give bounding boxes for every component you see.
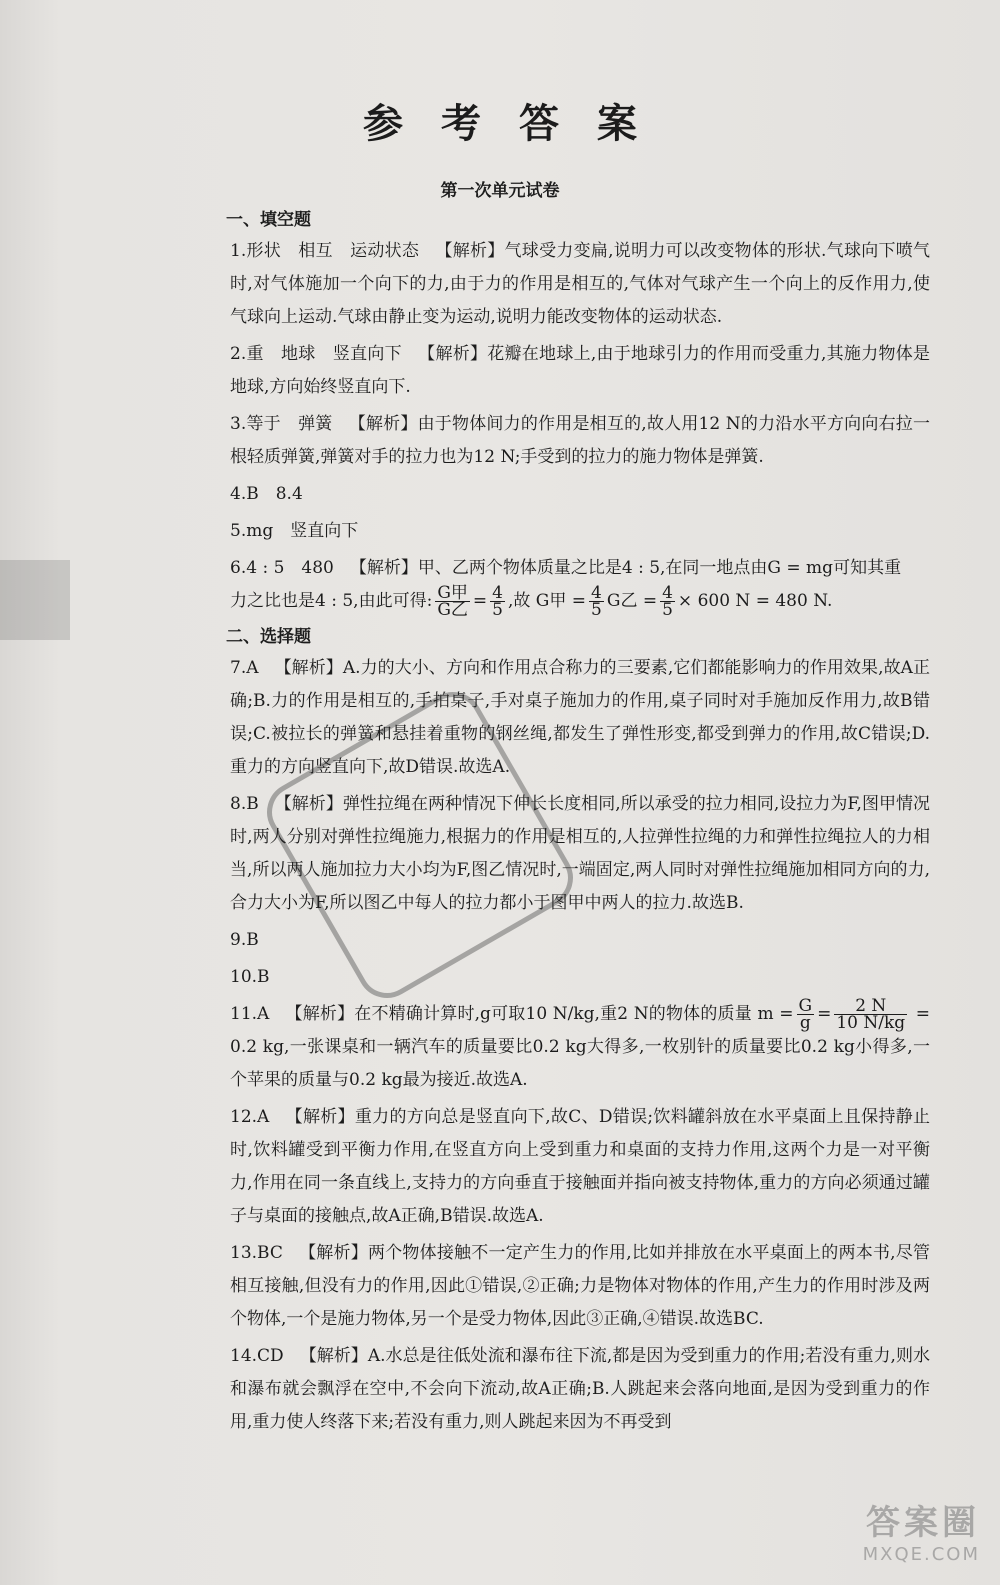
explanation: 重力的方向总是竖直向下,故C、D错误;饮料罐斜放在水平桌面上且保持静止时,饮料罐受到平衡力作用,在竖直方向上受到重力和桌面的支持力作用,这两个力是一对平衡力,作用在同一条直线上,支持力的方向垂直于接触面并指向被支持物体,重力的方向必须通过罐子与桌面的接触点,故A正确,B错误.故选A. <box>230 1107 930 1226</box>
fraction-g-over-g: $\frac{G}{g}$ <box>798 996 813 1033</box>
page-title: 参考答案 <box>363 101 675 147</box>
question-11: 11.A 【解析】在不精确计算时,g可取10 N/kg,重2 N的物体的质量 m = $\frac{G}{g}$ = $\frac{2 N}{10 N/kg}$ = 0.2 kg,一张课桌和一辆汽车的质量要比0.2 kg大得多,一枚别针的质量要比0.2 kg小得多,一个苹果的质量与0.2 kg最为接近.故选A. <box>230 996 931 1090</box>
question-7: 7.A 【解析】A.力的大小、方向和作用点合称力的三要素,它们都能影响力的作用效果,故A正确;B.力的作用是相互的,手拍桌子,手对桌子施加力的作用,桌子同时对手施加反作用力,故B错误;C.被拉长的弹簧和悬挂着重物的钢丝绳,都发生了弹性形变,都受到弹力的作用,故C错误;D.重力的方向竖直向下,故D错误.故选A. <box>230 658 931 777</box>
question-2: 2.重 地球 竖直向下 【解析】花瓣在地球上,由于地球引力的作用而受重力,其施力物体是地球,方向始终竖直向下. <box>230 344 931 397</box>
scan-shadow <box>0 560 70 640</box>
question-9: 9.B <box>230 930 259 950</box>
fraction-4-5: $\frac{4}{5}$ <box>591 583 602 620</box>
watermark-site: 答案圈 <box>866 1503 980 1543</box>
question-12: 12.A 【解析】重力的方向总是竖直向下,故C、D错误;饮料罐斜放在水平桌面上且保持静止时,饮料罐受到平衡力作用,在竖直方向上受到重力和桌面的支持力作用,这两个力是一对平衡力,作用在同一条直线上,支持力的方向垂直于接触面并指向被支持物体,重力的方向必须通过罐子与桌面的接触点,故A正确,B错误.故选A. <box>230 1107 930 1226</box>
unit-title: 第一次单元试卷 <box>440 181 560 201</box>
explanation: 花瓣在地球上,由于地球引力的作用而受重力,其施力物体是地球,方向始终竖直向下. <box>230 344 931 397</box>
question-6: 6.4 : 5 480 【解析】甲、乙两个物体质量之比是4 : 5,在同一地点由G = mg可知其重 力之比也是4 : 5,由此可得: $\frac{\text{G甲}}{\text{G乙}}$ = $\frac{4}{5}$ ,故 G甲 = $\frac{4}{5}$ G乙 = $\frac{4}{5}$ × 600 N = 480 N. <box>230 558 902 620</box>
explanation: 气球受力变扁,说明力可以改变物体的形状.气球向下喷气时,对气体施加一个向下的力,由于力的作用是相互的,气体对气球产生一个向上的反作用力,使气球向上运动.气球由静止变为运动,说明力能改变物体的运动状态. <box>230 241 931 327</box>
question-10: 10.B <box>230 967 270 987</box>
section-heading-fill: 一、填空题 <box>226 210 311 230</box>
question-3: 3.等于 弹簧 【解析】由于物体间力的作用是相互的,故人用12 N的力沿水平方向向右拉一根轻质弹簧,弹簧对手的拉力也为12 N;手受到的拉力的施力物体是弹簧. <box>230 414 930 467</box>
site-watermark <box>760 1495 980 1575</box>
question-4: 4.B 8.4 <box>230 484 303 504</box>
explanation: 弹性拉绳在两种情况下伸长长度相同,所以承受的拉力相同,设拉力为F,图甲情况时,两人分别对弹性拉绳施力,根据力的作用是相互的,人拉弹性拉绳的力和弹性拉绳拉人的力相当,所以两人施加拉力大小均为F,图乙情况时,一端固定,两人同时对弹性拉绳施加相同方向的力,合力大小为F,所以图乙中每人的拉力都小于图甲中两人的拉力.故选B. <box>230 794 931 913</box>
fraction-4-5: $\frac{4}{5}$ <box>662 583 673 620</box>
question-1: 1.形状 相互 运动状态 【解析】气球受力变扁,说明力可以改变物体的形状.气球向下喷气时,对气体施加一个向下的力,由于力的作用是相互的,气体对气球产生一个向上的反作用力,使气球向上运动.气球由静止变为运动,说明力能改变物体的运动状态. <box>230 241 931 327</box>
question-14: 14.CD 【解析】A.水总是往低处流和瀑布往下流,都是因为受到重力的作用;若没有重力,则水和瀑布就会飘浮在空中,不会向下流动,故A正确;B.人跳起来会落向地面,是因为受到重力的作用,重力使人终落下来;若没有重力,则人跳起来因为不再受到 <box>230 1346 930 1432</box>
section-heading-choice: 二、选择题 <box>226 627 311 647</box>
watermark-url: MXQE.COM <box>862 1544 980 1565</box>
question-13: 13.BC 【解析】两个物体接触不一定产生力的作用,比如并排放在水平桌面上的两本书,尽管相互接触,但没有力的作用,因此①错误,②正确;力是物体对物体的作用,产生力的作用时涉及两个物体,一个是施力物体,另一个是受力物体,因此③正确,④错误.故选BC. <box>230 1243 930 1329</box>
fraction-4-5: $\frac{4}{5}$ <box>492 583 503 620</box>
explanation: A.水总是往低处流和瀑布往下流,都是因为受到重力的作用;若没有重力,则水和瀑布就会飘浮在空中,不会向下流动,故A正确;B.人跳起来会落向地面,是因为受到重力的作用,重力使人终落下来;若没有重力,则人跳起来因为不再受到 <box>230 1346 930 1432</box>
explanation: 由于物体间力的作用是相互的,故人用12 N的力沿水平方向向右拉一根轻质弹簧,弹簧对手的拉力也为12 N;手受到的拉力的施力物体是弹簧. <box>230 414 930 467</box>
explanation: 两个物体接触不一定产生力的作用,比如并排放在水平桌面上的两本书,尽管相互接触,但没有力的作用,因此①错误,②正确;力是物体对物体的作用,产生力的作用时涉及两个物体,一个是施力物体,另一个是受力物体,因此③正确,④错误.故选BC. <box>230 1243 930 1329</box>
question-5: 5.mg 竖直向下 <box>230 521 359 541</box>
fraction-2n-over-10nkg: $\frac{2 N}{10 N/kg}$ <box>836 996 906 1033</box>
explanation: A.力的大小、方向和作用点合称力的三要素,它们都能影响力的作用效果,故A正确;B.力的作用是相互的,手拍桌子,手对桌子施加力的作用,桌子同时对手施加反作用力,故B错误;C.被拉长的弹簧和悬挂着重物的钢丝绳,都发生了弹性形变,都受到弹力的作用,故C错误;D.重力的方向竖直向下,故D错误.故选A. <box>230 658 931 777</box>
question-8: 8.B 【解析】弹性拉绳在两种情况下伸长长度相同,所以承受的拉力相同,设拉力为F,图甲情况时,两人分别对弹性拉绳施力,根据力的作用是相互的,人拉弹性拉绳的力和弹性拉绳拉人的力相当,所以两人施加拉力大小均为F,图乙情况时,一端固定,两人同时对弹性拉绳施加相同方向的力,合力大小为F,所以图乙中每人的拉力都小于图甲中两人的拉力.故选B. <box>230 794 931 913</box>
fraction-g-ratio: $\frac{\text{G甲}}{\text{G乙}}$ <box>437 583 468 620</box>
